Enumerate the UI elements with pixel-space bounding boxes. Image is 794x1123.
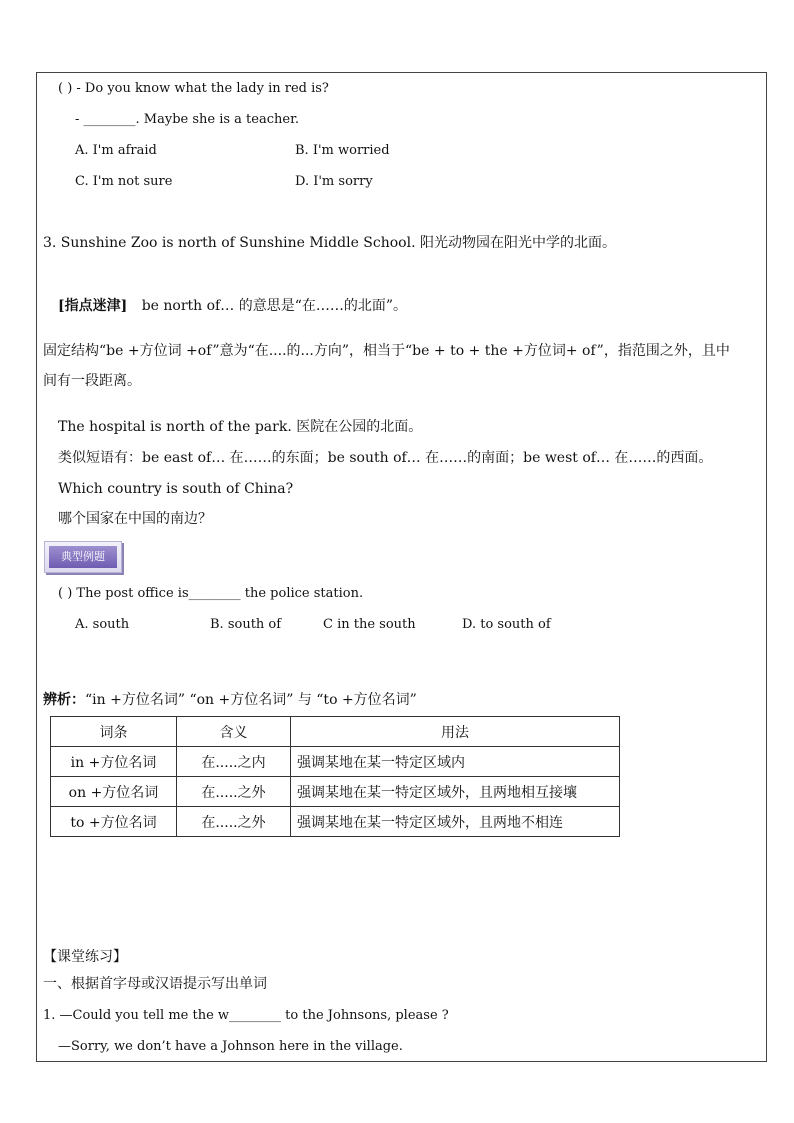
similar-phrases: 类似短语有：be east of… 在……的东面；be south of… 在……的南面；be west of… 在……的西面。 [58, 450, 713, 466]
rule-text-line-1: 固定结构“be +方位词 +of”意为“在....的...方向”，相当于“be + to + the +方位词+ of”，指范围之外，且中 [43, 343, 730, 359]
practice-question: 1. —Could you tell me the w________ to the Johnsons, please ? [43, 1008, 449, 1023]
comparison-table [50, 716, 620, 837]
table-cell: 强调某地在某一特定区域内 [291, 747, 620, 777]
table-cell: 在.....之外 [177, 807, 291, 837]
example-question-cn: 哪个国家在中国的南边？ [58, 511, 212, 527]
practice-answer: —Sorry, we don’t have a Johnson here in the village. [58, 1039, 403, 1054]
point-sentence: 3. Sunshine Zoo is north of Sunshine Middle School. 阳光动物园在阳光中学的北面。 [43, 235, 616, 251]
badge-label: 典型例题 [49, 546, 117, 568]
option-a: A. south [75, 617, 130, 632]
document-frame [36, 72, 767, 1062]
question-stem: ( ) - Do you know what the lady in red is? [58, 81, 329, 96]
table-cell: in +方位名词 [51, 747, 177, 777]
table-header-cell: 用法 [291, 717, 620, 747]
option-d: D. to south of [462, 617, 551, 632]
table-cell: 强调某地在某一特定区域外，且两地不相连 [291, 807, 620, 837]
example-sentence: The hospital is north of the park. 医院在公园的北面。 [58, 419, 423, 435]
practice-title: 【课堂练习】 [43, 949, 127, 965]
option-b: B. south of [210, 617, 282, 632]
option-b: B. I'm worried [295, 143, 390, 158]
question-stem: ( ) The post office is________ the police station. [58, 586, 364, 601]
table-cell: 在.....之内 [177, 747, 291, 777]
tip-text: be north of… 的意思是“在……的北面”。 [141, 298, 408, 314]
table-header-row [51, 717, 620, 747]
option-c: C. I'm not sure [75, 174, 173, 189]
table-cell: on +方位名词 [51, 777, 177, 807]
typical-example-badge [44, 541, 122, 573]
option-d: D. I'm sorry [295, 174, 373, 189]
table-cell: 强调某地在某一特定区域外，且两地相互接壤 [291, 777, 620, 807]
table-row [51, 777, 620, 807]
question-answer-line: - ________. Maybe she is a teacher. [75, 112, 299, 127]
table-header-cell: 词条 [51, 717, 177, 747]
table-cell: to +方位名词 [51, 807, 177, 837]
tip-line [58, 297, 407, 315]
table-cell: 在.....之外 [177, 777, 291, 807]
example-question-en: Which country is south of China? [58, 481, 294, 497]
table-row [51, 807, 620, 837]
option-a: A. I'm afraid [75, 143, 157, 158]
table-row [51, 747, 620, 777]
analysis-label: 辨析： [43, 692, 85, 708]
rule-text-line-2: 间有一段距离。 [43, 373, 141, 389]
table-header-cell: 含义 [177, 717, 291, 747]
option-c: C in the south [323, 617, 416, 632]
tip-label: [指点迷津] [58, 298, 128, 314]
analysis-line [43, 691, 417, 709]
analysis-text: “in +方位名词” “on +方位名词” 与 “to +方位名词” [85, 692, 417, 708]
practice-section-heading: 一、根据首字母或汉语提示写出单词 [43, 976, 267, 992]
